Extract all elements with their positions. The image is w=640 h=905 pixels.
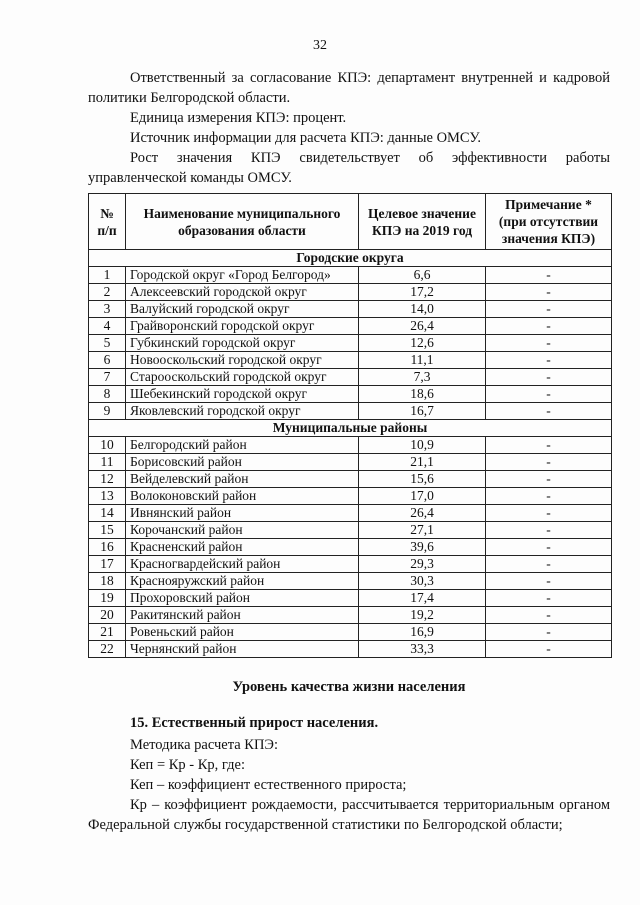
row-name: Грайворонский городской округ (126, 318, 359, 335)
row-target-value: 26,4 (359, 318, 486, 335)
row-num: 2 (89, 284, 126, 301)
row-name: Новооскольский городской округ (126, 352, 359, 369)
row-num: 19 (89, 590, 126, 607)
row-target-value: 29,3 (359, 556, 486, 573)
row-num: 5 (89, 335, 126, 352)
row-target-value: 7,3 (359, 369, 486, 386)
row-num: 20 (89, 607, 126, 624)
row-note: - (486, 539, 612, 556)
row-num: 15 (89, 522, 126, 539)
row-name: Прохоровский район (126, 590, 359, 607)
row-note: - (486, 454, 612, 471)
item-15-def1: Кеп – коэффициент естественного прироста; (130, 777, 407, 793)
table-row (89, 607, 612, 624)
table-row (89, 573, 612, 590)
row-target-value: 10,9 (359, 437, 486, 454)
row-target-value: 19,2 (359, 607, 486, 624)
table-row (89, 403, 612, 420)
row-num: 8 (89, 386, 126, 403)
section-row-urban (89, 250, 612, 267)
row-num: 11 (89, 454, 126, 471)
row-name: Красногвардейский район (126, 556, 359, 573)
table-row (89, 505, 612, 522)
row-num: 22 (89, 641, 126, 658)
table-header-row (89, 194, 612, 250)
row-num: 1 (89, 267, 126, 284)
row-target-value: 12,6 (359, 335, 486, 352)
row-name: Красненский район (126, 539, 359, 556)
row-num: 14 (89, 505, 126, 522)
row-note: - (486, 403, 612, 420)
row-name: Яковлевский городской округ (126, 403, 359, 420)
source-paragraph: Источник информации для расчета КПЭ: данные ОМСУ. (130, 130, 481, 146)
item-15-title: 15. Естественный прирост населения. (130, 715, 379, 731)
section-heading: Уровень качества жизни населения (232, 679, 466, 695)
item-15-method: Методика расчета КПЭ: (130, 737, 279, 753)
header-target: Целевое значение КПЭ на 2019 год (359, 194, 486, 250)
table-row (89, 301, 612, 318)
row-num: 9 (89, 403, 126, 420)
row-num: 13 (89, 488, 126, 505)
table-row (89, 352, 612, 369)
responsible-paragraph: Ответственный за согласование КПЭ: департамент внутренней и кадровой политики Белгородской области. (88, 70, 610, 106)
row-name: Ивнянский район (126, 505, 359, 522)
row-name: Борисовский район (126, 454, 359, 471)
row-target-value: 26,4 (359, 505, 486, 522)
row-num: 3 (89, 301, 126, 318)
row-num: 7 (89, 369, 126, 386)
table-row (89, 522, 612, 539)
row-name: Ракитянский район (126, 607, 359, 624)
table-row (89, 386, 612, 403)
kpe-target-table (88, 193, 612, 658)
section-districts-label: Муниципальные районы (89, 420, 612, 437)
table-row (89, 624, 612, 641)
unit-paragraph: Единица измерения КПЭ: процент. (130, 110, 347, 126)
row-name: Алексеевский городской округ (126, 284, 359, 301)
row-note: - (486, 624, 612, 641)
row-note: - (486, 641, 612, 658)
table-row (89, 454, 612, 471)
row-target-value: 11,1 (359, 352, 486, 369)
row-target-value: 6,6 (359, 267, 486, 284)
row-note: - (486, 607, 612, 624)
row-name: Белгородский район (126, 437, 359, 454)
table-row (89, 318, 612, 335)
row-note: - (486, 471, 612, 488)
row-name: Городской округ «Город Белгород» (126, 267, 359, 284)
section-urban-label: Городские округа (89, 250, 612, 267)
row-note: - (486, 573, 612, 590)
table-row (89, 284, 612, 301)
row-target-value: 21,1 (359, 454, 486, 471)
header-num: № п/п (89, 194, 126, 250)
item-15-def2: Кр – коэффициент рождаемости, рассчитывается территориальным органом Федеральной службы государственной статистики по Белгородской области; (88, 797, 610, 833)
row-note: - (486, 352, 612, 369)
row-note: - (486, 437, 612, 454)
table-row (89, 556, 612, 573)
table-row (89, 471, 612, 488)
row-num: 12 (89, 471, 126, 488)
row-note: - (486, 556, 612, 573)
row-target-value: 30,3 (359, 573, 486, 590)
table-row (89, 335, 612, 352)
row-note: - (486, 522, 612, 539)
section-row-districts (89, 420, 612, 437)
table-row (89, 437, 612, 454)
row-target-value: 33,3 (359, 641, 486, 658)
row-name: Волоконовский район (126, 488, 359, 505)
table-row (89, 369, 612, 386)
item-15-formula: Кеп = Кр - Кр, где: (130, 757, 245, 773)
row-name: Старооскольский городской округ (126, 369, 359, 386)
row-name: Вейделевский район (126, 471, 359, 488)
table-row (89, 267, 612, 284)
table-row (89, 590, 612, 607)
row-target-value: 17,0 (359, 488, 486, 505)
row-note: - (486, 386, 612, 403)
row-note: - (486, 284, 612, 301)
row-target-value: 14,0 (359, 301, 486, 318)
header-name: Наименование муниципального образования области (126, 194, 359, 250)
header-note: Примечание * (при отсутствии значения КПЭ) (486, 194, 612, 250)
row-name: Шебекинский городской округ (126, 386, 359, 403)
row-note: - (486, 505, 612, 522)
row-note: - (486, 267, 612, 284)
row-target-value: 18,6 (359, 386, 486, 403)
row-name: Краснояружский район (126, 573, 359, 590)
row-target-value: 16,9 (359, 624, 486, 641)
row-num: 18 (89, 573, 126, 590)
table-row (89, 539, 612, 556)
row-target-value: 17,4 (359, 590, 486, 607)
row-num: 6 (89, 352, 126, 369)
row-target-value: 27,1 (359, 522, 486, 539)
row-note: - (486, 301, 612, 318)
row-name: Валуйский городской округ (126, 301, 359, 318)
row-target-value: 39,6 (359, 539, 486, 556)
row-note: - (486, 369, 612, 386)
row-target-value: 15,6 (359, 471, 486, 488)
page-number: 32 (313, 38, 327, 53)
row-note: - (486, 335, 612, 352)
row-name: Ровеньский район (126, 624, 359, 641)
row-note: - (486, 590, 612, 607)
row-target-value: 17,2 (359, 284, 486, 301)
row-num: 17 (89, 556, 126, 573)
row-num: 4 (89, 318, 126, 335)
row-name: Чернянский район (126, 641, 359, 658)
growth-paragraph: Рост значения КПЭ свидетельствует об эффективности работы управленческой команды ОМСУ. (88, 150, 610, 186)
row-num: 10 (89, 437, 126, 454)
row-num: 16 (89, 539, 126, 556)
row-name: Корочанский район (126, 522, 359, 539)
row-target-value: 16,7 (359, 403, 486, 420)
table-row (89, 641, 612, 658)
row-name: Губкинский городской округ (126, 335, 359, 352)
row-note: - (486, 488, 612, 505)
table-row (89, 488, 612, 505)
row-num: 21 (89, 624, 126, 641)
row-note: - (486, 318, 612, 335)
